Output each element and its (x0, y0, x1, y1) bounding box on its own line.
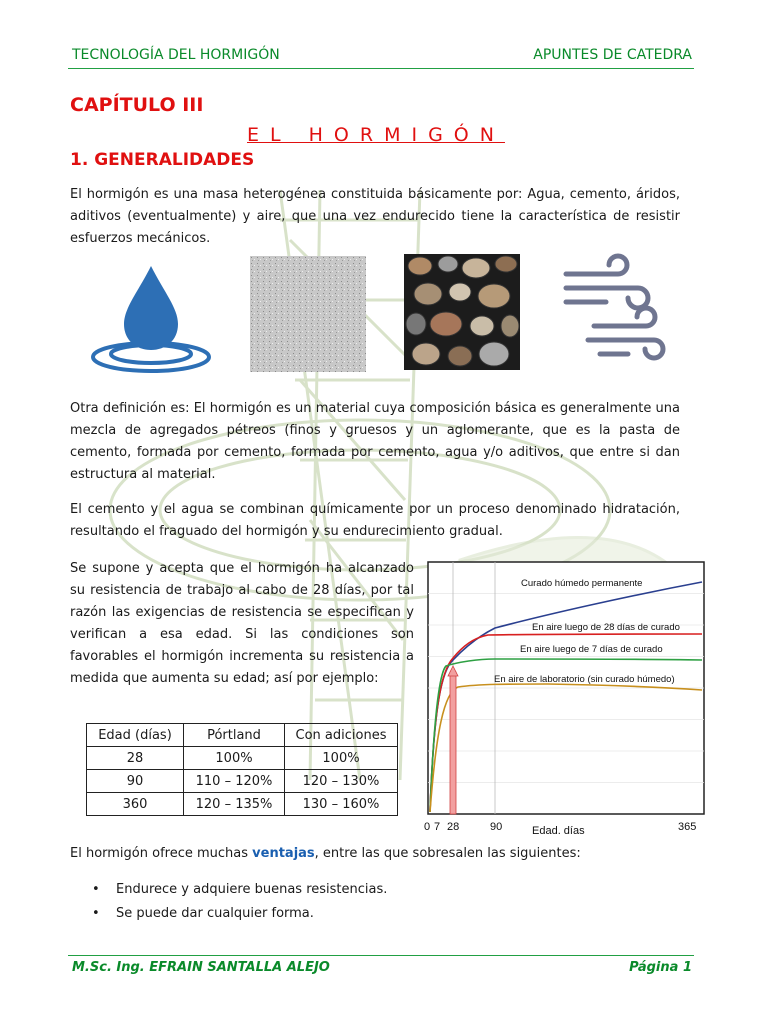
footer-author: M.Sc. Ing. EFRAIN SANTALLA ALEJO (72, 960, 330, 975)
chapter-label: CAPÍTULO III (70, 94, 204, 116)
table-cell: 130 – 160% (285, 793, 398, 816)
series-label: En aire de laboratorio (sin curado húmedo) (494, 674, 675, 685)
highlight-ventajas: ventajas (252, 846, 315, 861)
table-header-row (87, 724, 398, 747)
x-tick-label: 0 (424, 821, 431, 833)
list-item: • Endurece y adquiere buenas resistencias. (92, 878, 387, 902)
header-right: APUNTES DE CATEDRA (533, 47, 692, 63)
page-header (72, 47, 692, 67)
footer-rule (68, 955, 694, 956)
table-cell: 28 (87, 747, 184, 770)
page-title: EL HORMIGÓN (247, 124, 505, 146)
paragraph-4: Se supone y acepta que el hormigón ha alcanzado su resistencia de trabajo al cabo de 28 días, por tal razón las exigencias de resistencia se especifican y verifican a esa edad. Si las condiciones son favorables el hormigón incrementa su resistencia a medida que aumenta su edad; así por ejemplo: (70, 561, 414, 686)
table-cell: 120 – 135% (184, 793, 285, 816)
x-tick-label: 90 (490, 821, 503, 833)
series-label: En aire luego de 7 días de curado (520, 644, 663, 655)
table-row (87, 747, 398, 770)
advantages-intro: El hormigón ofrece muchas ventajas, entre las que sobresalen las siguientes: (70, 846, 581, 861)
water-drop-icon (88, 262, 214, 376)
series-label: En aire luego de 28 días de curado (532, 622, 680, 633)
table-cell: 120 – 130% (285, 770, 398, 793)
header-left: TECNOLOGÍA DEL HORMIGÓN (72, 47, 280, 63)
table-row (87, 770, 398, 793)
table-header: Con adiciones (285, 724, 398, 747)
x-tick-label: 365 (678, 821, 697, 833)
paragraph-1: El hormigón es una masa heterogénea constituida básicamente por: Agua, cemento, áridos, aditivos (eventualmente) y aire, que una vez endurecido tiene la característica de resistir esfuerzos mecánicos. (70, 187, 680, 246)
strength-age-chart (424, 562, 704, 840)
cement-powder-icon (250, 256, 366, 372)
footer-page-number: Página 1 (629, 960, 692, 975)
x-axis-label: Edad. días (532, 825, 585, 837)
table-cell: 100% (285, 747, 398, 770)
section-heading: 1. GENERALIDADES (70, 150, 255, 170)
list-item: • Se puede dar cualquier forma. (92, 902, 387, 926)
table-row (87, 793, 398, 816)
28-day-marker (450, 672, 456, 814)
series-label: Curado húmedo permanente (521, 578, 643, 589)
x-tick-label: 28 (447, 821, 460, 833)
table-cell: 110 – 120% (184, 770, 285, 793)
paragraph-2: Otra definición es: El hormigón es un material cuya composición básica es generalmente una mezcla de agregados pétreos (finos y gruesos y un aglomerante, que es la pasta de cemento, formada por cemento, formada por cemento, agua y/o aditivos, que entre si dan estructura al material. (70, 401, 680, 482)
table-cell: 360 (87, 793, 184, 816)
aggregate-stones-icon (404, 254, 520, 370)
x-tick-label: 7 (434, 821, 441, 833)
advantages-list (92, 878, 387, 926)
header-rule (68, 68, 694, 69)
strength-table (86, 723, 398, 816)
paragraph-3: El cemento y el agua se combinan químicamente por un proceso denominado hidratación, resultando el fraguado del hormigón y su endurecimiento gradual. (70, 502, 680, 539)
table-cell: 100% (184, 747, 285, 770)
table-cell: 90 (87, 770, 184, 793)
air-wind-icon (560, 260, 664, 372)
table-header: Edad (días) (87, 724, 184, 747)
table-header: Pórtland (184, 724, 285, 747)
